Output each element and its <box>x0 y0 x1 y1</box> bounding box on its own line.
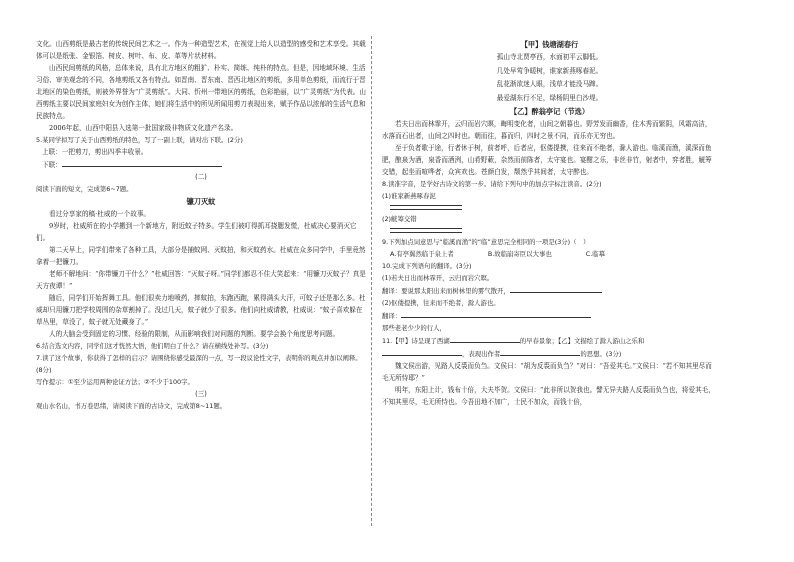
question-5: 5.某同学拟写了关于山西剪纸的特色，写了一副上联，请对出下联。(2分) <box>36 136 243 144</box>
story-paragraph: 第二天早上，同学们带来了各种工具，大部分是捕蚊网、灭蚊拍，和灭蚊药水。杜威在众多同学中，手里竟然拿着一把镰刀。 <box>36 246 366 266</box>
reading-instruction: 阅读下面的短文，完成第6~7题。 <box>36 185 133 193</box>
story-paragraph: 看过分享家的稿·杜威的一个故事。 <box>49 210 151 218</box>
lower-couplet-answer-line[interactable] <box>62 158 222 167</box>
answer-blank[interactable] <box>450 334 520 343</box>
poem-line: 孤山寺北贾亭西，水面初平云脚低。 <box>496 53 603 61</box>
question-10-translation-2 <box>382 309 717 322</box>
question-11-part: 的早春景象；【乙】文描绘了滁人游山之乐和 <box>519 337 645 345</box>
question-10: 10.完成下列语句的翻译。(3分) <box>382 262 472 270</box>
prose-title: 【乙】醉翁亭记（节选） <box>509 107 590 116</box>
translation-answer-line[interactable] <box>510 284 602 293</box>
section-3-heading: (三) <box>195 390 207 398</box>
translation-text: 要说那太阳出来而树林里的雾气散开， <box>401 287 510 295</box>
right-column <box>382 38 717 408</box>
option-a[interactable]: A.有亭翼然临于泉上者 <box>390 250 454 258</box>
column-divider <box>371 36 372 526</box>
answer-blank[interactable] <box>382 347 462 356</box>
lower-couplet <box>36 158 366 171</box>
intro-paragraph: 文化。山西剪纸是最古老的传统民间艺术之一。作为一种造型艺术，在视觉上给人以造型的感受和艺术享受。其载体可以是纸张、金银箔、树皮、树叶、布、皮、革等片状材料。 <box>36 40 366 60</box>
upper-couplet-text: 一把剪刀，剪出四季丰收景。 <box>61 148 148 156</box>
prose-paragraph: 至于负者歌于途，行者休于树，前者呼，后者应，伛偻提携，往来而不绝者，滁人游也。临溪而渔，溪深而鱼肥，酿泉为酒，泉香而酒洌，山肴野蔌，杂然而前陈者，太守宴也。宴酣之乐，非丝非竹，射者中，弈者胜，觥筹交错，起坐而喧哗者，众宾欢也。苍颜白发，颓然乎其间者，太守醉也。 <box>382 144 712 176</box>
question-10-translation-2-cont <box>382 322 717 334</box>
question-11-part: ，表现出作者 <box>462 350 501 358</box>
intro-paragraph: 山西民间剪纸的风格，总体来说，具有北方地区的粗犷、朴实、简练、纯朴的特点。但是，因地域环境、生活习俗、审美观念的不同，各地剪纸又各有特点。如晋南、晋东南、晋西北地区的剪纸，多用单色剪纸，而流行于晋北地区的染色剪纸，则被外界誉为“广灵剪纸”。大同、忻州一带地区的剪纸，色彩艳丽，以“广灵剪纸”为代表。山西剪纸主要以民间家庭妇女为创作主体，她们将生活中的所见所闻用剪刀表现出来，赋予作品以浓郁的生活气息和民族特点。 <box>36 64 366 120</box>
translation-text: 那些老老少少的行人， <box>382 324 446 332</box>
prose-paragraph: 若夫日出而林霏开，云归而岩穴暝，晦明变化者，山间之朝暮也。野芳发而幽香，佳木秀而繁阴，风霜高洁，水落而石出者，山间之四时也。朝而往，暮而归，四时之景不同，而乐亦无穷也。 <box>382 120 712 140</box>
poem-line: 几处早莺争暖树，谁家新燕啄春泥。 <box>496 66 603 75</box>
intro-paragraph: 2006年起，山西中阳县入选第一批国家级非物质文化遗产名录。 <box>49 124 238 132</box>
question-8-item: (2)觥筹交错 <box>382 215 417 223</box>
option-c[interactable]: C.临摹 <box>585 250 606 258</box>
upper-couplet <box>36 146 366 158</box>
option-b[interactable]: B.故临崩寄臣以大事也 <box>487 250 552 258</box>
extra-paragraph: 明年，东阳上计，钱布十倍，大夫毕贺。文侯曰：“此非所以贺我也。譬无异夫路人反裘而负刍也，将爱其毛，不知其里尽，毛无所恃也。今吾田地不加广，士民不加众，而钱十倍， <box>382 386 715 406</box>
question-11-part: 的思想。(3分) <box>580 350 622 358</box>
question-7: 7.读了这个故事，你获得了怎样的启示？请围绕你感受最深的一点，写一段议论性文字，表明你的观点并加以阐释。(8分) <box>36 354 362 374</box>
translation-label: 翻译： <box>382 312 402 320</box>
lower-couplet-label: 下联： <box>42 161 62 169</box>
question-10-sentence-2: (2)伛偻提携，往来而不绝者，滁人游也。 <box>382 299 500 307</box>
story-paragraph: 9岁时，杜威所在的小学搬到一个新地方，附近蚊子特多。学生们被叮得抓耳挠腮发慌，杜威决心要消灭它们。 <box>36 222 357 242</box>
question-10-translation-1 <box>382 284 717 297</box>
upper-couplet-label: 上联： <box>42 148 62 156</box>
answer-line[interactable] <box>390 205 462 206</box>
story-paragraph: 人的大脑会受到固定的习惯、经验的限制，从而影响我们对问题的判断。要学会换个角度思考问题。 <box>49 330 340 338</box>
question-11 <box>382 334 717 360</box>
question-8: 8.读准字音，是学好古诗文的第一步。请给下列句中的加点字标注读音。(2分) <box>382 180 602 188</box>
translation-label: 翻译： <box>382 287 402 295</box>
extra-paragraph: 魏文侯出游，见路人反裘而负刍。文侯曰：“胡为反裘而负刍？”对曰：“吾爱其毛。”文侯曰：“若不知其里尽而毛无所恃耶？” <box>382 362 712 382</box>
poem-title: 【甲】钱塘湖春行 <box>520 40 579 49</box>
reading-instruction-2: 观山水名山，书万卷思绪，请阅读下面的古诗文，完成第8~11题。 <box>36 402 227 410</box>
answer-line[interactable] <box>390 209 462 210</box>
story-title: 镰刀灭蚊 <box>186 197 216 206</box>
poem-line: 乱花渐欲迷人眼，浅草才能没马蹄。 <box>496 80 603 88</box>
question-11-part: 11.【甲】诗呈现了西湖 <box>382 337 450 345</box>
writing-requirement: 写作提示：①至少运用两种论证方法；②不少于100字。 <box>36 378 194 386</box>
question-10-sentence-1: (1)若夫日出而林霏开，云归而岩穴暝。 <box>382 274 494 282</box>
question-6: 6.结合选文内容，同学们这才恍然大悟，他们明白了什么？请在横线处补写。(3分) <box>36 342 269 350</box>
answer-line[interactable] <box>390 232 462 233</box>
poem-line: 最爱湖东行不足，绿杨阴里白沙堤。 <box>496 93 603 102</box>
story-paragraph: 老师不解地问：“你带镰刀干什么？”杜威回答：“灭蚊子呀。”同学们都忍不住大笑起来：“用镰刀灭蚊子？真是天方夜谭！” <box>36 270 366 290</box>
section-2-heading: (二) <box>195 173 207 181</box>
translation-answer-line[interactable] <box>401 309 591 318</box>
answer-blank[interactable] <box>500 347 580 356</box>
question-9: 9.下列加点词意思与“临溪而渔”的“临”意思完全相同的一项是(3分)（ ） <box>382 238 590 246</box>
question-8-item: (1)谁家新燕啄春泥 <box>382 192 436 200</box>
story-paragraph: 随后，同学们开始挥舞工具。他们很卖力地喷药，摔蚊拍，东跑西跑，累得满头大汗，可蚊子还是那么多。杜威却只用镰刀把学校周围的杂草割掉了。没过几天，蚊子就少了很多。他们向杜威请教，杜威说：“蚊子喜欢躲在草丛里，草没了，蚊子就无处藏身了。” <box>36 294 366 326</box>
answer-line[interactable] <box>390 228 462 229</box>
question-9-options <box>382 248 717 260</box>
left-column <box>36 38 366 412</box>
